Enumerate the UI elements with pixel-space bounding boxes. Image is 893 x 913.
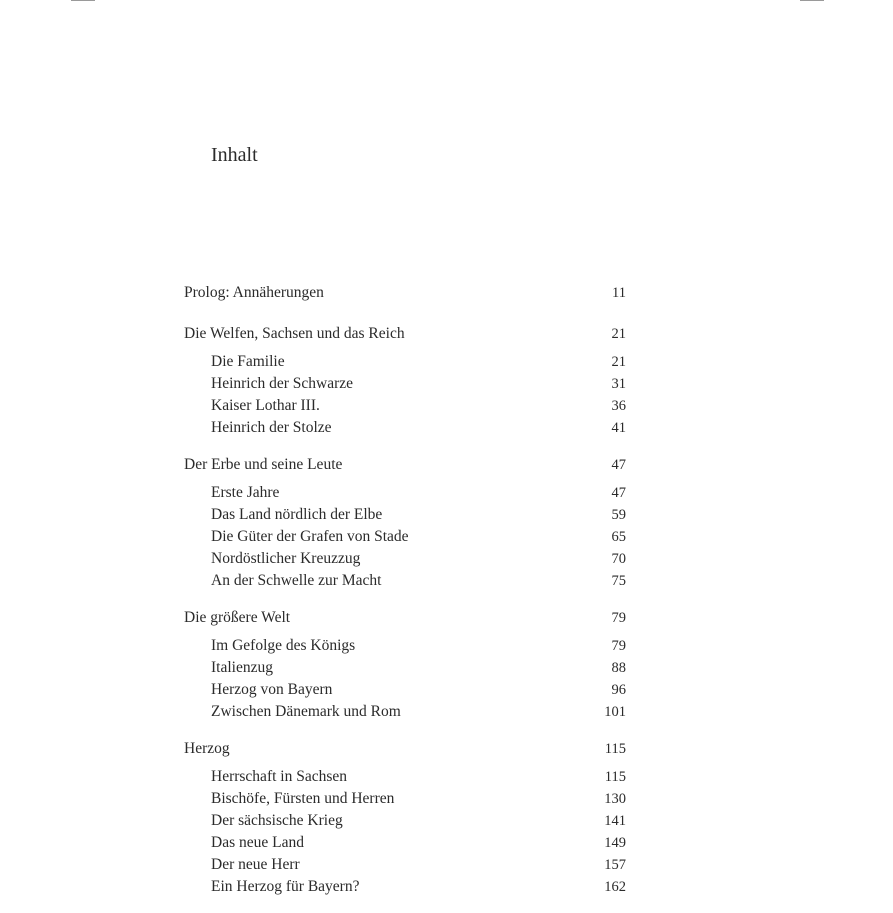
toc-section-title: An der Schwelle zur Macht xyxy=(211,572,382,589)
toc-section-row[interactable] xyxy=(184,810,626,832)
toc-section-title: Ein Herzog für Bayern? xyxy=(211,878,360,895)
toc-chapter-title: Prolog: Annäherungen xyxy=(184,284,324,301)
toc-section-row[interactable] xyxy=(184,701,626,723)
page-title: Inhalt xyxy=(211,144,258,166)
toc-section-title: Heinrich der Schwarze xyxy=(211,375,354,392)
toc-page-number: 59 xyxy=(611,507,626,523)
toc-section-row[interactable] xyxy=(184,504,626,526)
toc-section-title: Erste Jahre xyxy=(211,484,280,501)
toc-section-title: Im Gefolge des Königs xyxy=(211,637,356,654)
toc-chapter-row[interactable] xyxy=(184,607,626,633)
toc-page-number: 157 xyxy=(604,857,626,873)
crop-mark-right xyxy=(800,0,824,1)
toc-page-number: 21 xyxy=(611,354,626,370)
toc-page-number: 31 xyxy=(611,376,626,392)
toc-section-row[interactable] xyxy=(184,351,626,373)
toc-section-row[interactable] xyxy=(184,395,626,417)
toc-chapter xyxy=(184,607,626,723)
table-of-contents xyxy=(184,282,626,913)
toc-section-row[interactable] xyxy=(184,788,626,810)
toc-section-title: Bischöfe, Fürsten und Herren xyxy=(211,790,395,807)
toc-section-title: Kaiser Lothar III. xyxy=(211,397,320,414)
toc-chapter xyxy=(184,738,626,898)
toc-section-row[interactable] xyxy=(184,570,626,592)
toc-page-number: 101 xyxy=(604,704,626,720)
toc-page-number: 41 xyxy=(611,420,626,436)
toc-page-number: 115 xyxy=(604,769,626,785)
toc-page-number: 141 xyxy=(604,813,626,829)
toc-chapter-title: Die größere Welt xyxy=(184,609,291,626)
toc-chapter-row[interactable] xyxy=(184,282,626,308)
toc-page-number: 149 xyxy=(604,835,626,851)
toc-page-number: 162 xyxy=(604,879,626,895)
toc-section-title: Nordöstlicher Kreuzzug xyxy=(211,550,361,567)
toc-section-title: Der neue Herr xyxy=(211,856,300,873)
toc-section-row[interactable] xyxy=(184,482,626,504)
toc-section-row[interactable] xyxy=(184,657,626,679)
toc-section-row[interactable] xyxy=(184,373,626,395)
toc-chapter xyxy=(184,454,626,592)
toc-section-title: Italienzug xyxy=(211,659,273,676)
toc-chapter-row[interactable] xyxy=(184,738,626,764)
toc-page-number: 96 xyxy=(611,682,626,698)
toc-chapter-row[interactable] xyxy=(184,323,626,349)
toc-section-row[interactable] xyxy=(184,417,626,439)
toc-page-number: 115 xyxy=(604,741,626,757)
crop-mark-left xyxy=(71,0,95,1)
toc-section-title: Herzog von Bayern xyxy=(211,681,333,698)
toc-chapter xyxy=(184,323,626,439)
toc-page-number: 75 xyxy=(611,573,626,589)
toc-chapter-title: Der Erbe und seine Leute xyxy=(184,456,343,473)
toc-chapter-title: Herzog xyxy=(184,740,230,757)
toc-section-row[interactable] xyxy=(184,832,626,854)
toc-chapter-title: Die Welfen, Sachsen und das Reich xyxy=(184,325,405,342)
toc-page-number: 47 xyxy=(611,457,626,473)
toc-chapter xyxy=(184,282,626,308)
toc-section-row[interactable] xyxy=(184,526,626,548)
toc-page-number: 70 xyxy=(611,551,626,567)
toc-section-title: Die Familie xyxy=(211,353,285,370)
toc-section-row[interactable] xyxy=(184,766,626,788)
toc-page-number: 79 xyxy=(611,638,626,654)
toc-section-title: Das neue Land xyxy=(211,834,304,851)
toc-section-title: Der sächsische Krieg xyxy=(211,812,343,829)
toc-page-number: 36 xyxy=(611,398,626,414)
toc-section-title: Die Güter der Grafen von Stade xyxy=(211,528,409,545)
toc-page-number: 130 xyxy=(604,791,626,807)
toc-page-number: 65 xyxy=(611,529,626,545)
toc-section-row[interactable] xyxy=(184,854,626,876)
toc-page-number: 21 xyxy=(611,326,626,342)
toc-section-title: Das Land nördlich der Elbe xyxy=(211,506,383,523)
toc-section-title: Herrschaft in Sachsen xyxy=(211,768,348,785)
toc-page-number: 47 xyxy=(611,485,626,501)
toc-section-title: Heinrich der Stolze xyxy=(211,419,332,436)
toc-page-number: 11 xyxy=(612,285,626,301)
toc-page-number: 88 xyxy=(611,660,626,676)
toc-page-number: 79 xyxy=(611,610,626,626)
toc-section-row[interactable] xyxy=(184,635,626,657)
toc-section-row[interactable] xyxy=(184,548,626,570)
toc-chapter-row[interactable] xyxy=(184,454,626,480)
toc-section-row[interactable] xyxy=(184,679,626,701)
toc-section-row[interactable] xyxy=(184,876,626,898)
toc-section-title: Zwischen Dänemark und Rom xyxy=(211,703,401,720)
